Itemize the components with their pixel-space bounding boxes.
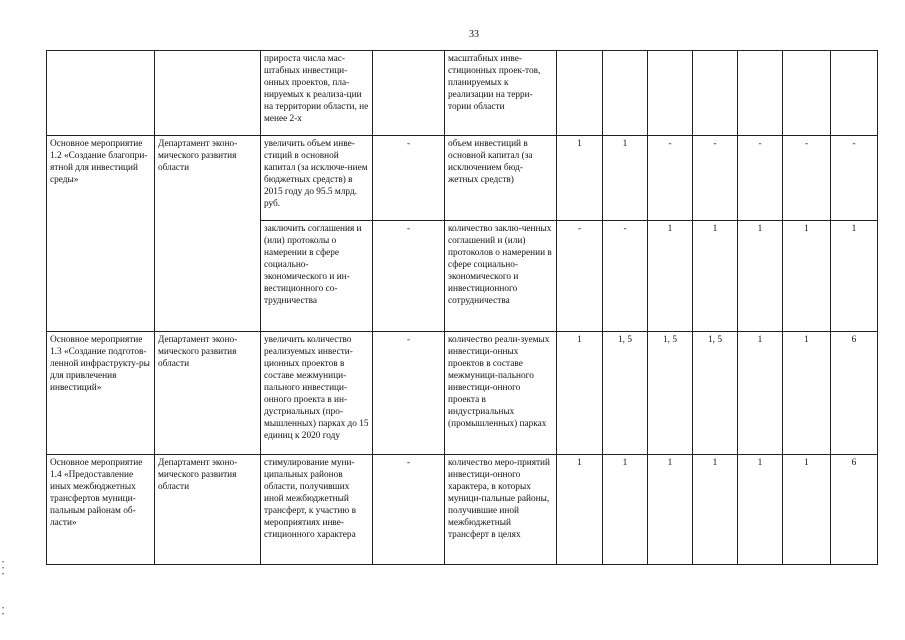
measure-cell: Основное мероприятие 1.4 «Предоставление иных межбюджетных трансфертов муници-пальным районам об-ласти» bbox=[47, 455, 155, 565]
indicator-cell: количество реали-зуемых инвестици-онных проектов в составе межмуници-пального инвестици-онного проекта в индустриальных (промышленных) парках bbox=[445, 332, 557, 455]
value-cell: 1 bbox=[557, 455, 603, 565]
value-cell: 6 bbox=[831, 455, 878, 565]
value-cell: 1 bbox=[693, 455, 738, 565]
value-cell: 1, 5 bbox=[693, 332, 738, 455]
value-cell: - bbox=[831, 136, 878, 221]
dash-cell: - bbox=[373, 221, 445, 332]
dash-cell: - bbox=[373, 455, 445, 565]
executor-cell: Департамент эконо-мического развития области bbox=[155, 332, 261, 455]
table-row bbox=[47, 136, 878, 221]
value-cell bbox=[783, 51, 831, 136]
value-cell: 1 bbox=[603, 136, 648, 221]
value-cell: 1 bbox=[738, 332, 783, 455]
goal-cell: прироста числа мас-штабных инвестици-онных проектов, пла-нируемых к реализа-ции на территории области, не менее 2-х bbox=[261, 51, 373, 136]
table-row bbox=[47, 455, 878, 565]
goal-cell: увеличить объем инве-стиций в основной капитал (за исключе-нием бюджетных средств) в 2015 году до 95.5 млрд. руб. bbox=[261, 136, 373, 221]
scan-margin-mark: • • • bbox=[2, 560, 5, 578]
value-cell bbox=[557, 51, 603, 136]
value-cell: 1 bbox=[648, 221, 693, 332]
page-number: 33 bbox=[469, 29, 479, 40]
value-cell: 1 bbox=[693, 221, 738, 332]
value-cell: 1 bbox=[738, 221, 783, 332]
goal-cell: стимулирование муни-ципальных районов области, получивших иной межбюджетный трансферт, к участию в мероприятиях инве-стиционного характера bbox=[261, 455, 373, 565]
program-measures-table bbox=[46, 50, 878, 565]
value-cell: 1 bbox=[738, 455, 783, 565]
indicator-cell: количество меро-приятий инвестици-онного характера, в которых муници-пальные районы, получившие иной межбюджетный трансферт в целях bbox=[445, 455, 557, 565]
value-cell: - bbox=[603, 221, 648, 332]
value-cell: 1, 5 bbox=[603, 332, 648, 455]
measure-cell: Основное мероприятие 1.3 «Создание подготов-ленной инфраструкту-ры для привлечения инвестиций» bbox=[47, 332, 155, 455]
goal-cell: заключить соглашения и (или) протоколы о намерении в сфере социально-экономического и ин-вестиционного со-трудничества bbox=[261, 221, 373, 332]
value-cell: - bbox=[738, 136, 783, 221]
dash-cell: - bbox=[373, 136, 445, 221]
value-cell: - bbox=[783, 136, 831, 221]
value-cell: 1 bbox=[783, 455, 831, 565]
value-cell: - bbox=[693, 136, 738, 221]
value-cell: 1 bbox=[648, 455, 693, 565]
value-cell: 1 bbox=[603, 455, 648, 565]
table-row bbox=[47, 51, 878, 136]
value-cell: 6 bbox=[831, 332, 878, 455]
measure-cell bbox=[47, 51, 155, 136]
executor-cell bbox=[155, 51, 261, 136]
executor-cell: Департамент эконо-мического развития области bbox=[155, 136, 261, 332]
dash-cell bbox=[373, 51, 445, 136]
value-cell bbox=[693, 51, 738, 136]
indicator-cell: количество заклю-ченных соглашений и (или) протоколов о намерении в сфере социально-экономического и инвестиционного сотрудничества bbox=[445, 221, 557, 332]
value-cell: 1 bbox=[557, 332, 603, 455]
indicator-cell: объем инвестиций в основной капитал (за исключением бюд-жетных средств) bbox=[445, 136, 557, 221]
value-cell: 1, 5 bbox=[648, 332, 693, 455]
goal-cell: увеличить количество реализуемых инвести-ционных проектов в составе межмуници-пального инвестици-онного проекта в ин-дустриальных (про-мышленных) парках до 15 единиц к 2020 году bbox=[261, 332, 373, 455]
measure-cell: Основное мероприятие 1.2 «Создание благопри-ятной для инвестиций среды» bbox=[47, 136, 155, 332]
value-cell: 1 bbox=[783, 221, 831, 332]
value-cell bbox=[648, 51, 693, 136]
value-cell: - bbox=[557, 221, 603, 332]
value-cell bbox=[603, 51, 648, 136]
dash-cell: - bbox=[373, 332, 445, 455]
executor-cell: Департамент эконо-мического развития области bbox=[155, 455, 261, 565]
value-cell: 1 bbox=[557, 136, 603, 221]
value-cell bbox=[831, 51, 878, 136]
value-cell: 1 bbox=[831, 221, 878, 332]
value-cell: - bbox=[648, 136, 693, 221]
table-row bbox=[47, 332, 878, 455]
scan-margin-mark: • • bbox=[2, 606, 5, 618]
value-cell: 1 bbox=[783, 332, 831, 455]
value-cell bbox=[738, 51, 783, 136]
indicator-cell: масштабных инве-стиционных проек-тов, планируемых к реализации на терри-тории области bbox=[445, 51, 557, 136]
